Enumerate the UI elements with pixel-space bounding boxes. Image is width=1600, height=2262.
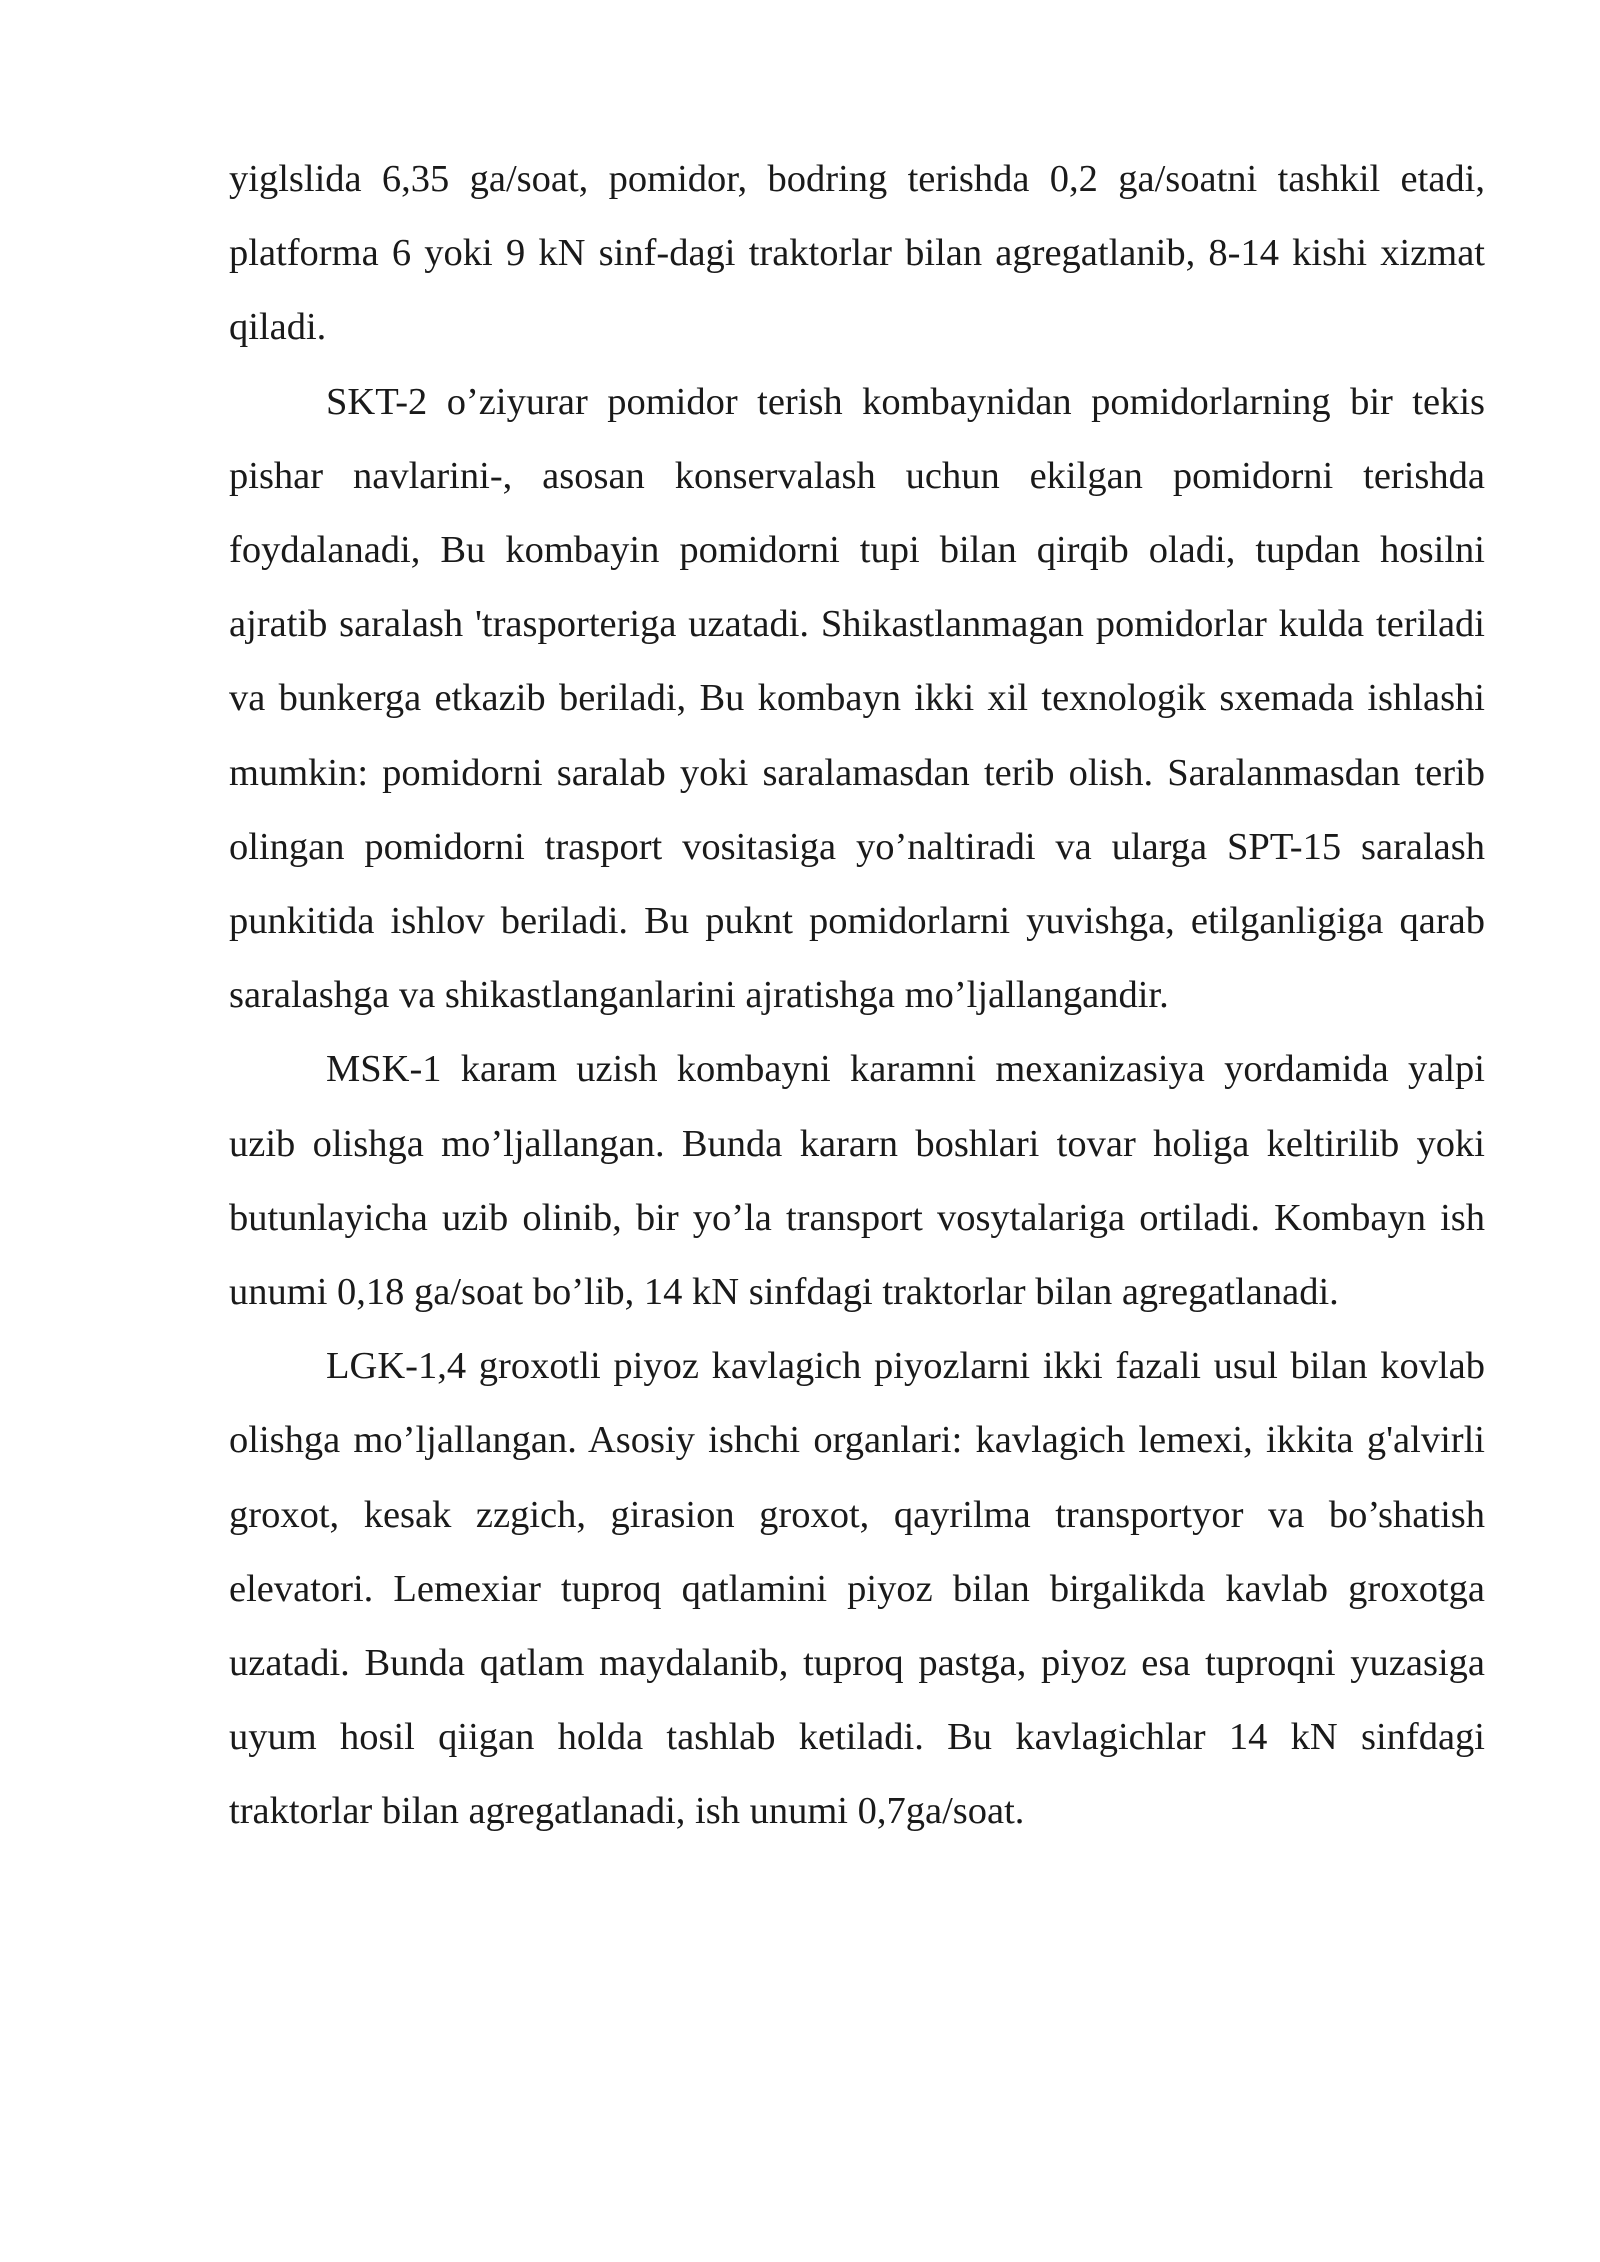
document-body: [229, 142, 1485, 1849]
paragraph-skt2-combine: SKT-2 o’ziyurar pomidor terish kombaynidan pomidorlarning bir tekis pishar navlarini-, asosan konservalash uchun ekilgan pomidorni terishda foydalanadi, Bu kombayin pomidorni tupi bilan qirqib oladi, tupdan hosilni ajratib saralash 'trasporteriga uzatadi. Shikastlanmagan pomidorlar kulda teriladi va bunkerga etkazib beriladi, Bu kombayn ikki xil texnologik sxemada ishlashi mumkin: pomidorni saralab yoki saralamasdan terib olish. Saralanmasdan terib olingan pomidorni trasport vositasiga yo’naltiradi va ularga SPT-15 saralash punkitida ishlov beriladi. Bu puknt pomidorlarni yuvishga, etilganligiga qarab saralashga va shikastlanganlarini ajratishga mo’ljallangandir.: [229, 380, 1485, 1017]
paragraph-continuation: yiglslida 6,35 ga/soat, pomidor, bodring terishda 0,2 ga/soatni tashkil etadi, platforma 6 yoki 9 kN sinf-dagi traktorlar bilan agregatlanib, 8-14 kishi xizmat qiladi.: [229, 158, 1485, 349]
paragraph-lgk14-digger: LGK-1,4 groxotli piyoz kavlagich piyozlarni ikki fazali usul bilan kovlab olishga mo’ljallangan. Asosiy ishchi organlari: kavlagich lemexi, ikkita g'alvirli groxot, kesak zzgich, girasion groxot, qayrilma transportyor va bo’shatish elevatori. Lemexiar tuproq qatlamini piyoz bilan birgalikda kavlab groxotga uzatadi. Bunda qatlam maydalanib, tuproq pastga, piyoz esa tuproqni yuzasiga uyum hosil qiigan holda tashlab ketiladi. Bu kavlagichlar 14 kN sinfdagi traktorlar bilan agregatlanadi, ish unumi 0,7ga/soat.: [229, 1345, 1485, 1833]
paragraph-msk1-combine: MSK-1 karam uzish kombayni karamni mexanizasiya yordamida yalpi uzib olishga mo’ljallangan. Bunda kararn boshlari tovar holiga keltirilib yoki butunlayicha uzib olinib, bir yo’la transport vosytalariga ortiladi. Kombayn ish unumi 0,18 ga/soat bo’lib, 14 kN sinfdagi traktorlar bilan agregatlanadi.: [229, 1048, 1485, 1314]
